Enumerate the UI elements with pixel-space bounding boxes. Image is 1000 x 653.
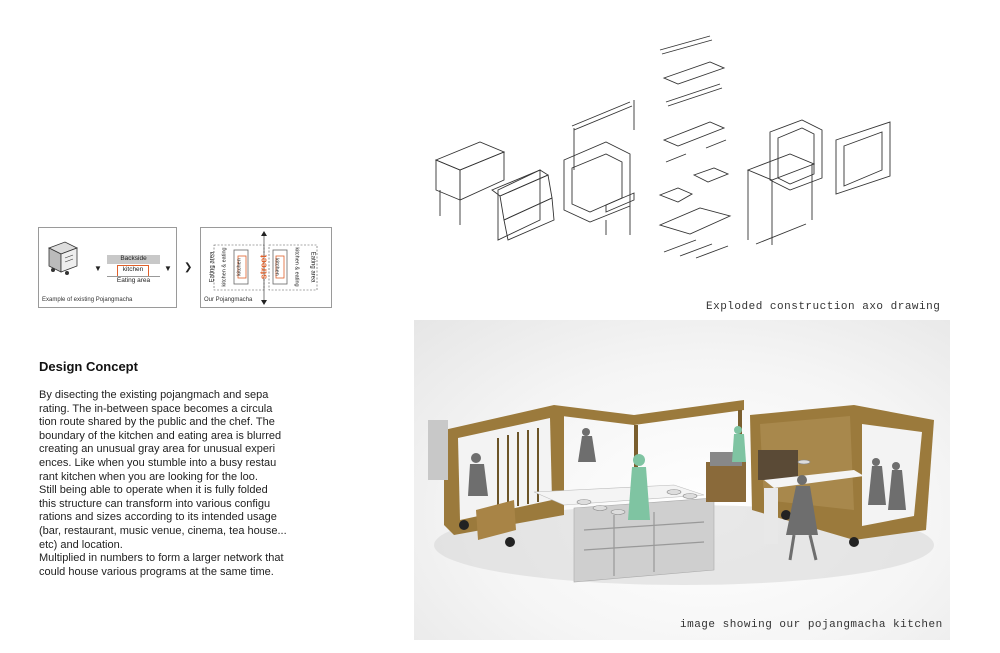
kitchen-right-label: kitchen xyxy=(273,258,280,276)
render-scene xyxy=(414,320,950,640)
concept-paragraph: Multiplied in numbers to form a larger network that could house various programs at the same time. xyxy=(39,552,284,578)
kitchen-eating-left-label: kitchen & eating xyxy=(221,247,228,287)
diagram-caption: Example of existing Pojangmacha xyxy=(42,297,133,303)
design-concept-title: Design Concept xyxy=(39,359,138,374)
pojangmacha-render-image xyxy=(414,320,950,640)
axo-caption: Exploded construction axo drawing xyxy=(706,301,941,313)
street-label: street xyxy=(258,254,269,280)
kitchen-left-label: kitchen xyxy=(236,258,243,276)
eating-area-left-label: Eating area xyxy=(209,251,216,283)
arrow-icon: ▼ xyxy=(164,264,172,273)
diagram-caption: Our Pojangmacha xyxy=(204,297,253,303)
existing-pojangmacha-diagram xyxy=(38,227,177,308)
render-caption: image showing our pojangmacha kitchen xyxy=(680,619,943,631)
concept-paragraph: By disecting the existing pojangmach and sepa rating. The in-between space becomes a circula tion route shared by the public and the chef. The boundary of the kitchen and eating area is blurred creating an unusual gray area for unusual experi ences. Like when you stumble into a busy restau rant kitchen when you are looking for the loo. xyxy=(39,389,282,483)
concept-paragraph: Still being able to operate when it is fully folded this structure can transform into various configu rations and sizes according to its intended usage (bar, restaurant, music venue, cinema, tea house... etc) and location. xyxy=(39,484,287,551)
eating-area-label: Eating area xyxy=(116,277,151,284)
backside-label: Backside xyxy=(120,255,147,262)
kitchen-eating-right-label: kitchen & eating xyxy=(293,247,300,287)
eating-area-right-label: Eating area xyxy=(309,251,316,283)
exploded-axo-drawing xyxy=(430,30,910,270)
cart-sketch xyxy=(45,240,81,280)
arrow-icon: ▼ xyxy=(94,264,102,273)
our-pojangmacha-diagram xyxy=(200,227,332,308)
design-concept-body xyxy=(39,389,301,579)
chevron-right-icon: ❯ xyxy=(184,262,193,273)
kitchen-label: kitchen xyxy=(122,266,144,273)
